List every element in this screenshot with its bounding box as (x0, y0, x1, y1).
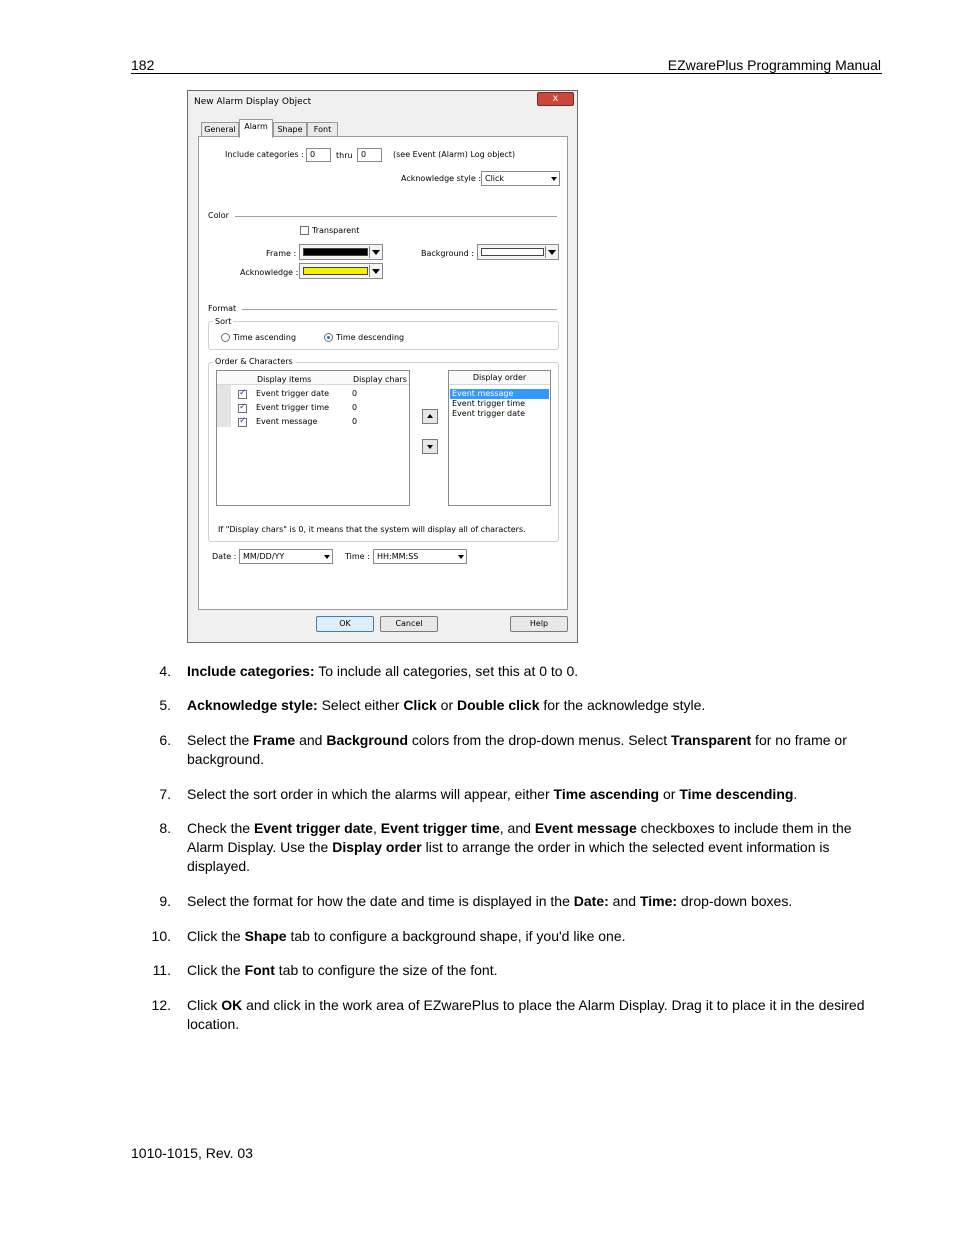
dialog-title: New Alarm Display Object (194, 97, 312, 107)
step-number: 11. (152, 962, 171, 978)
acknowledge-color-swatch (303, 267, 368, 275)
step-item (131, 819, 891, 876)
chevron-down-icon (551, 177, 557, 181)
step-text: Click the Shape tab to configure a background shape, if you'd like one. (187, 928, 626, 944)
date-format-select[interactable] (239, 549, 333, 564)
item-name: Event trigger date (256, 389, 330, 398)
order-group-label: Order & Characters (215, 357, 293, 366)
include-categories-label: Include categories : (225, 150, 304, 159)
color-section-label: Color (208, 211, 229, 220)
include-note: (see Event (Alarm) Log object) (393, 150, 516, 159)
tab-general[interactable]: General (201, 122, 239, 137)
step-text: Select the Frame and Background colors from the drop-down menus. Select Transparent for no frame or background. (187, 732, 847, 767)
row-selector-column (217, 385, 231, 427)
step-item (131, 892, 891, 911)
page-number: 182 (131, 57, 155, 73)
step-number: 9. (159, 893, 171, 909)
format-section-label: Format (208, 304, 237, 313)
step-text: Include categories: To include all categories, set this at 0 to 0. (187, 663, 579, 679)
step-text: Acknowledge style: Select either Click or Double click for the acknowledge style. (187, 697, 706, 713)
manual-title: EZwarePlus Programming Manual (667, 57, 881, 73)
close-icon[interactable]: x (537, 92, 574, 106)
acknowledge-dropdown-button[interactable] (369, 265, 381, 277)
chevron-down-icon (372, 269, 380, 274)
time-descending-label: Time descending (336, 333, 405, 342)
item-chars[interactable]: 0 (352, 403, 358, 412)
tab-alarm[interactable]: Alarm (239, 119, 273, 138)
col-display-chars: Display chars (353, 375, 407, 384)
step-number: 8. (159, 820, 171, 836)
arrow-down-icon (427, 445, 433, 449)
chevron-down-icon (458, 555, 464, 559)
event-message-checkbox[interactable] (238, 418, 247, 427)
background-color-swatch (481, 248, 544, 256)
time-ascending-radio[interactable] (221, 333, 230, 342)
alarm-tab-panel (198, 136, 568, 610)
step-item (131, 731, 891, 769)
transparent-checkbox[interactable] (300, 226, 309, 235)
order-item[interactable]: Event message (450, 389, 549, 399)
display-items-list[interactable] (216, 370, 410, 506)
acknowledge-color-picker[interactable] (299, 263, 383, 279)
item-chars[interactable]: 0 (352, 417, 358, 426)
item-name: Event message (256, 417, 318, 426)
cancel-button[interactable]: Cancel (380, 616, 438, 632)
item-chars[interactable]: 0 (352, 389, 358, 398)
color-divider (235, 216, 557, 217)
col-display-items: Display items (257, 375, 312, 384)
step-item (131, 696, 891, 715)
step-number: 6. (159, 732, 171, 748)
step-number: 4. (159, 663, 171, 679)
footer-doc-id: 1010-1015, Rev. 03 (131, 1145, 253, 1161)
move-down-button[interactable] (422, 439, 438, 454)
tab-font[interactable]: Font (307, 122, 338, 137)
step-item (131, 927, 891, 946)
time-descending-radio[interactable] (324, 333, 333, 342)
step-text: Check the Event trigger date, Event trigger time, and Event message checkboxes to include them in the Alarm Display. Use the Display order list to arrange the order in which the selected event information is displayed. (187, 820, 852, 874)
arrow-up-icon (427, 414, 433, 418)
step-item (131, 785, 891, 804)
background-color-picker[interactable] (477, 244, 559, 260)
step-number: 7. (159, 786, 171, 802)
alarm-display-dialog (187, 90, 578, 643)
date-format-value: MM/DD/YY (243, 552, 285, 561)
include-from-input[interactable]: 0 (306, 148, 331, 162)
step-text: Select the sort order in which the alarms will appear, either Time ascending or Time descending. (187, 786, 798, 802)
background-dropdown-button[interactable] (545, 246, 557, 258)
step-number: 5. (159, 697, 171, 713)
background-label: Background : (421, 249, 474, 258)
step-item (131, 996, 891, 1034)
frame-dropdown-button[interactable] (369, 246, 381, 258)
sort-group-label: Sort (215, 317, 232, 326)
step-number: 12. (151, 997, 171, 1013)
thru-label: thru (336, 151, 353, 160)
frame-color-swatch (303, 248, 368, 256)
chevron-down-icon (324, 555, 330, 559)
help-button[interactable]: Help (510, 616, 568, 632)
step-item (131, 662, 891, 681)
display-order-header: Display order (449, 371, 550, 385)
ack-style-select[interactable] (481, 171, 560, 186)
tab-shape[interactable]: Shape (273, 122, 307, 137)
order-item[interactable]: Event trigger date (452, 409, 526, 418)
event-trigger-date-checkbox[interactable] (238, 390, 247, 399)
transparent-label: Transparent (312, 226, 360, 235)
step-text: Click OK and click in the work area of EZwarePlus to place the Alarm Display. Drag it to place it in the desired location. (187, 997, 865, 1032)
frame-label: Frame : (266, 249, 297, 258)
time-ascending-label: Time ascending (233, 333, 297, 342)
display-order-list[interactable] (448, 370, 551, 506)
chevron-down-icon (548, 250, 556, 255)
chevron-down-icon (372, 250, 380, 255)
time-format-select[interactable] (373, 549, 467, 564)
move-up-button[interactable] (422, 409, 438, 424)
acknowledge-label: Acknowledge : (240, 268, 299, 277)
include-to-input[interactable]: 0 (357, 148, 382, 162)
time-label: Time : (345, 552, 370, 561)
step-text: Select the format for how the date and time is displayed in the Date: and Time: drop-down boxes. (187, 893, 793, 909)
order-item[interactable]: Event trigger time (452, 399, 526, 408)
step-number: 10. (151, 928, 171, 944)
event-trigger-time-checkbox[interactable] (238, 404, 247, 413)
format-divider (242, 309, 557, 310)
display-chars-note: If "Display chars" is 0, it means that the system will display all of characters. (218, 525, 526, 534)
frame-color-picker[interactable] (299, 244, 383, 260)
item-name: Event trigger time (256, 403, 330, 412)
date-label: Date : (212, 552, 237, 561)
time-format-value: HH:MM:SS (377, 552, 419, 561)
step-item (131, 961, 891, 980)
step-text: Click the Font tab to configure the size of the font. (187, 962, 498, 978)
ack-style-label: Acknowledge style : (401, 174, 482, 183)
ok-button[interactable]: OK (316, 616, 374, 632)
ack-style-value: Click (485, 174, 505, 183)
header-rule (131, 73, 882, 74)
